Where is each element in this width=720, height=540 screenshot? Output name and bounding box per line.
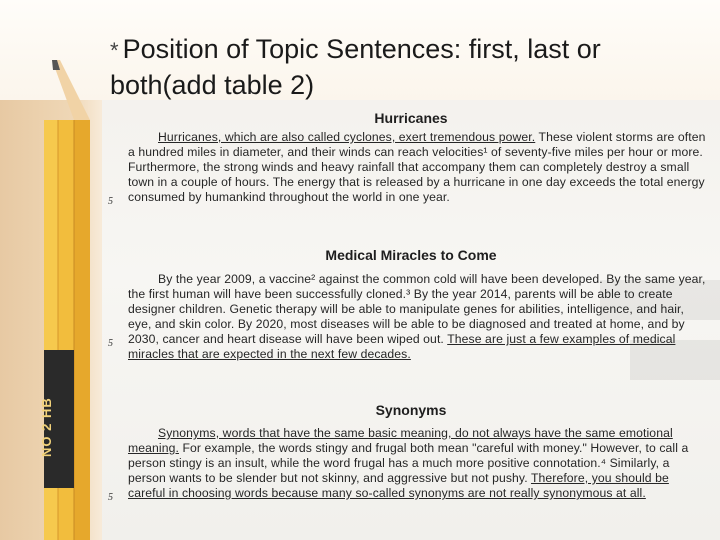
asterisk-bullet-icon: *	[110, 38, 119, 63]
line-marker: 5	[108, 492, 113, 503]
section-heading-medical-miracles: Medical Miracles to Come	[325, 247, 497, 263]
paragraph-medical-miracles	[128, 272, 708, 362]
supporting-sentences: For example, the words stingy and frugal both mean "careful with money." However, to call a person stingy is an insult, while the word frugal has a much more positive connotation.⁴ Similarly, a person wants to be slender but not skinny, and aggressive but not pushy.	[128, 441, 689, 485]
topic-sentence: Synonyms, words that have the same basic meaning, do not always have the same emotional meaning.	[128, 426, 673, 455]
section-heading-synonyms: Synonyms	[375, 402, 447, 418]
line-marker: 5	[108, 196, 113, 207]
topic-sentence: Hurricanes, which are also called cyclones, exert tremendous power.	[158, 130, 536, 144]
topic-sentence: These are just a few examples of medical miracles that are expected in the next few decades.	[128, 332, 676, 361]
slide-title-text: Position of Topic Sentences: first, last or both(add table 2)	[110, 34, 601, 100]
line-marker: 5	[108, 338, 113, 349]
paragraph-synonyms	[128, 426, 708, 501]
textbook-page-scan	[102, 100, 720, 540]
pencil-brand-label: NO 2 HB	[39, 397, 54, 458]
concluding-topic-sentence: Therefore, you should be careful in choosing words because many so-called synonyms are not really synonymous at all.	[128, 471, 669, 500]
supporting-sentences: By the year 2009, a vaccine² against the common cold will have been developed. By the same year, the first human will have been successfully cloned.³ By the year 2014, parents will be able to create designer children. Genetic therapy will be able to manipulate genes for abilities, intelligence, and hair, eye, and skin color. By 2020, most diseases will be able to be diagnosed and treated at home, and by 2030, cancer and heart disease will have been wiped out.	[128, 272, 706, 346]
paragraph-hurricanes	[128, 130, 708, 205]
section-heading-hurricanes: Hurricanes	[374, 110, 448, 126]
slide-title	[110, 32, 700, 102]
supporting-sentences: These violent storms are often a hundred miles in diameter, and their winds can reach velocities¹ of seventy-five miles per hour or more. Furthermore, the strong winds and heavy rainfall that accompany them can completely destroy a small town in a couple of hours. The energy that is released by a hurricane in one day exceeds the total energy consumed by humankind throughout the world in one year.	[128, 130, 706, 204]
